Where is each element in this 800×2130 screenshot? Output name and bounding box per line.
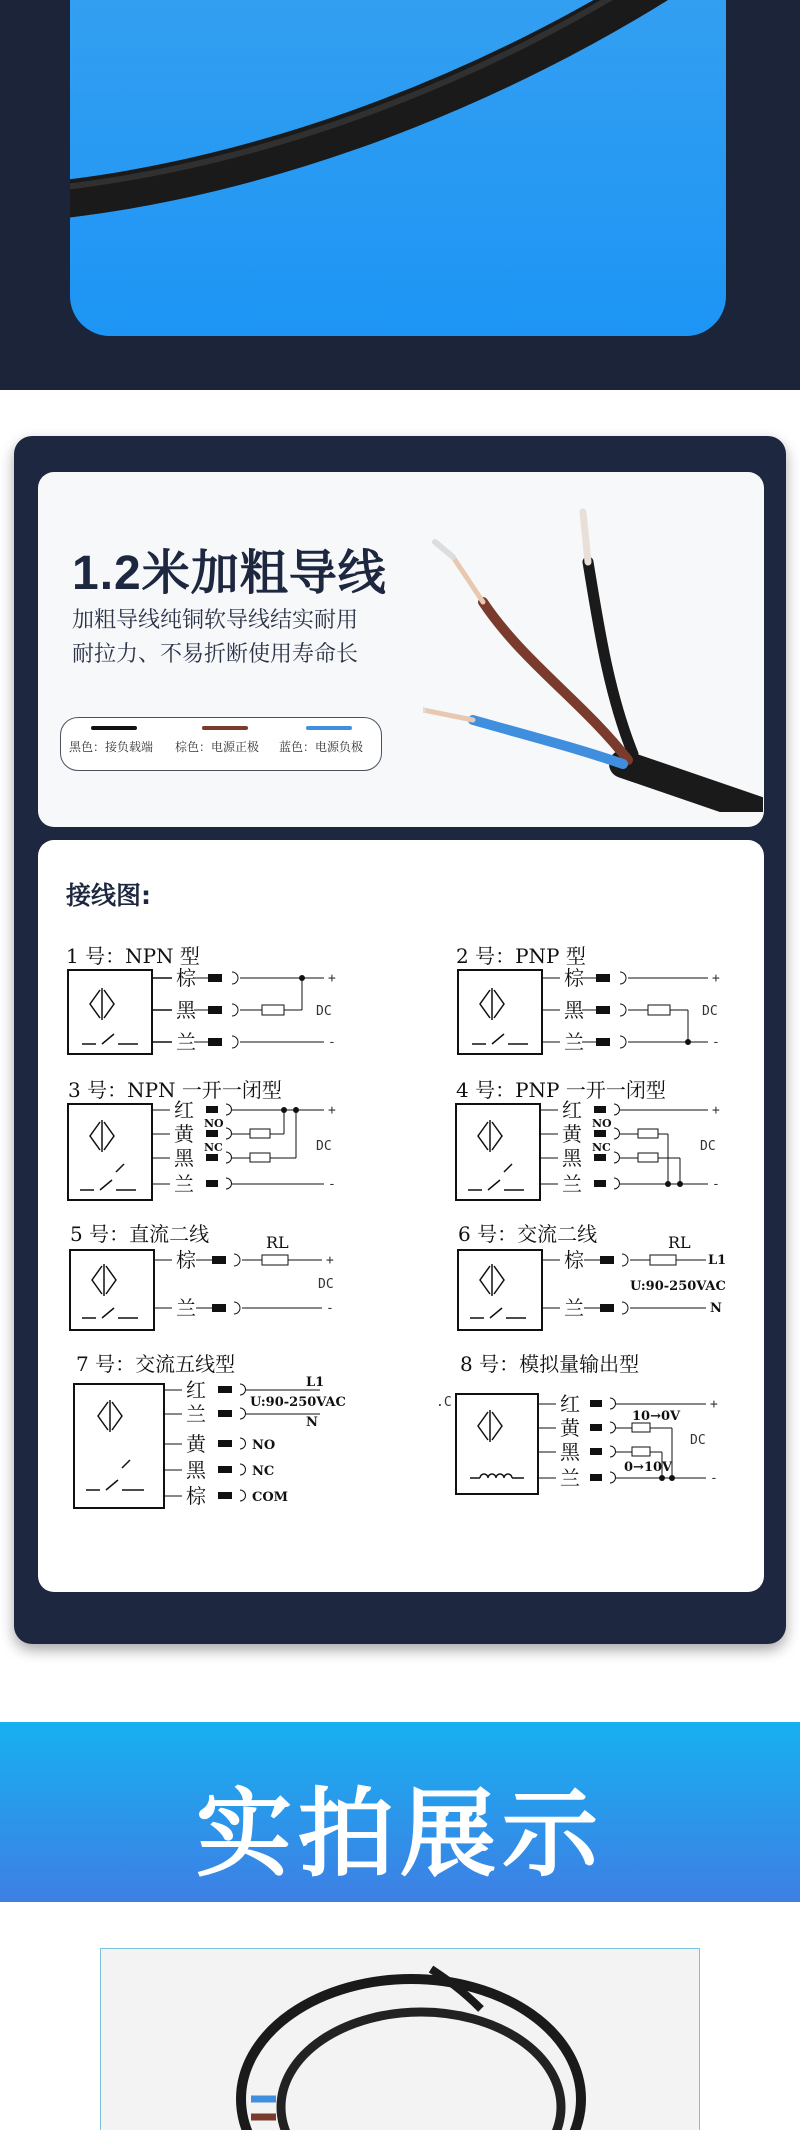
- wire-label: 兰: [186, 1402, 206, 1426]
- top-product-banner: [0, 0, 800, 390]
- analog-output-schematic: [436, 1376, 748, 1522]
- diagram-title: 6 号：交流二线: [458, 1222, 598, 1246]
- wire-label: 黄: [560, 1416, 580, 1440]
- wire-label: 黑: [562, 1146, 582, 1170]
- wire-label: 兰: [564, 1030, 584, 1054]
- dc-label: DC: [316, 1139, 332, 1154]
- svg-text:+: +: [328, 1103, 336, 1118]
- legend-label: 棕色：电源正极: [175, 740, 260, 754]
- diagram-ac-two-wire: [454, 1218, 754, 1336]
- legend-item-brown: [175, 726, 275, 755]
- wire-label: 红: [174, 1098, 194, 1122]
- svg-text:+: +: [328, 971, 336, 986]
- svg-text:+: +: [326, 1253, 334, 1268]
- product-photo-background: [70, 0, 726, 336]
- product-photo-frame: [100, 1948, 700, 2130]
- wire-label: 黑: [560, 1440, 580, 1464]
- diagram-analog-output: [436, 1348, 748, 1524]
- wire-label: 黑: [176, 998, 196, 1022]
- ac-five-wire-schematic: [70, 1376, 400, 1522]
- wire-label: 兰: [564, 1296, 584, 1320]
- real-photo-banner: [0, 1722, 800, 1902]
- l1-label: L1: [708, 1253, 727, 1268]
- svg-text:-: -: [328, 1035, 336, 1050]
- pnp-no-nc-schematic: [452, 1100, 752, 1206]
- black-wire-swatch: [91, 726, 137, 730]
- blue-wire-swatch: [306, 726, 352, 730]
- diagram-title: 8 号：模拟量输出型: [460, 1352, 640, 1376]
- npn-wiring-schematic: [62, 968, 392, 1068]
- wire-label: 兰: [174, 1172, 194, 1196]
- voltage-label: U:90-250VAC: [250, 1395, 346, 1410]
- diagram-dc-two-wire: [66, 1218, 396, 1336]
- wire-color-legend: [60, 717, 382, 771]
- wire-label: 红: [560, 1392, 580, 1416]
- legend-item-black: [69, 726, 169, 755]
- svg-text:+: +: [712, 1103, 720, 1118]
- diagram-pnp-no-nc: [452, 1074, 752, 1210]
- wire-label: 棕: [564, 1248, 584, 1272]
- diagram-title: 5 号：直流二线: [70, 1222, 210, 1246]
- wire-label: 棕: [176, 1248, 196, 1272]
- npn-no-nc-schematic: [64, 1100, 394, 1206]
- diagram-title: 2 号：PNP 型: [456, 944, 586, 968]
- wire-label: 黄: [562, 1122, 582, 1146]
- load-label: RL: [668, 1233, 691, 1252]
- svg-text:+: +: [712, 971, 720, 986]
- range-label: 10→0V: [632, 1409, 681, 1424]
- edge-label: .C: [436, 1395, 452, 1410]
- diagram-pnp: [452, 940, 752, 1070]
- photo-section-title: 实拍展示: [196, 1778, 604, 1890]
- output-nc: NC: [252, 1464, 275, 1479]
- dc-label: DC: [316, 1004, 332, 1019]
- svg-text:-: -: [710, 1471, 718, 1486]
- wire-info-card: [38, 472, 764, 827]
- diagram-title: 7 号：交流五线型: [76, 1352, 236, 1376]
- l1-label: L1: [306, 1375, 325, 1390]
- wire-description: [72, 604, 432, 672]
- legend-label: 黑色：接负载端: [69, 740, 154, 754]
- svg-text:-: -: [712, 1177, 720, 1192]
- wire-description-line: 加粗导线纯铜软导线结实耐用: [72, 608, 359, 633]
- n-label: N: [710, 1301, 722, 1316]
- range-label: 0→10V: [624, 1460, 673, 1475]
- n-label: N: [306, 1415, 318, 1430]
- svg-text:-: -: [712, 1035, 720, 1050]
- wire-label: 棕: [176, 966, 196, 990]
- brown-wire-swatch: [202, 726, 248, 730]
- wire-label: 红: [186, 1378, 206, 1402]
- wire-label: 棕: [564, 966, 584, 990]
- wire-label: 兰: [562, 1172, 582, 1196]
- dc-label: DC: [318, 1277, 334, 1292]
- svg-text:+: +: [710, 1397, 718, 1412]
- three-wire-cable-image: [423, 492, 763, 812]
- diagram-ac-five-wire: [70, 1348, 400, 1524]
- diagram-title: 3 号：NPN 一开一闭型: [68, 1078, 282, 1102]
- svg-text:-: -: [328, 1177, 336, 1192]
- wiring-diagrams: [52, 936, 748, 1528]
- dc-label: DC: [700, 1139, 716, 1154]
- sensor-cable-image: [70, 0, 726, 336]
- specification-panel: [14, 436, 786, 1644]
- dc-label: DC: [702, 1004, 718, 1019]
- no-mark: NO: [204, 1117, 224, 1130]
- wire-label: 棕: [186, 1484, 206, 1508]
- dc-label: DC: [690, 1433, 706, 1448]
- svg-text:-: -: [326, 1301, 334, 1316]
- voltage-label: U:90-250VAC: [630, 1279, 726, 1294]
- nc-mark: NC: [592, 1141, 611, 1154]
- output-no: NO: [252, 1438, 276, 1453]
- no-mark: NO: [592, 1117, 612, 1130]
- wire-label: 黑: [174, 1146, 194, 1170]
- wiring-diagram-card: [38, 840, 764, 1592]
- wire-label: 黄: [174, 1122, 194, 1146]
- wire-label: 黄: [186, 1432, 206, 1456]
- nc-mark: NC: [204, 1141, 223, 1154]
- wire-label: 兰: [176, 1030, 196, 1054]
- wire-label: 兰: [176, 1296, 196, 1320]
- diagram-npn: [62, 940, 392, 1070]
- diagram-npn-no-nc: [64, 1074, 394, 1210]
- coiled-cable-photo: [101, 1949, 700, 2130]
- wire-title: 1.2米加粗导线: [72, 547, 387, 600]
- load-label: RL: [266, 1233, 289, 1252]
- diagram-title: 4 号：PNP 一开一闭型: [456, 1078, 666, 1102]
- wire-label: 兰: [560, 1466, 580, 1490]
- diagram-title: 1 号：NPN 型: [66, 944, 200, 968]
- output-com: COM: [252, 1490, 289, 1505]
- wire-description-line: 耐拉力、不易折断使用寿命长: [72, 642, 359, 667]
- wire-label: 黑: [186, 1458, 206, 1482]
- wiring-heading: 接线图:: [66, 881, 151, 910]
- wire-label: 黑: [564, 998, 584, 1022]
- wire-label: 红: [562, 1098, 582, 1122]
- legend-item-blue: [279, 726, 379, 755]
- pnp-wiring-schematic: [452, 968, 752, 1068]
- legend-label: 蓝色：电源负极: [279, 740, 364, 754]
